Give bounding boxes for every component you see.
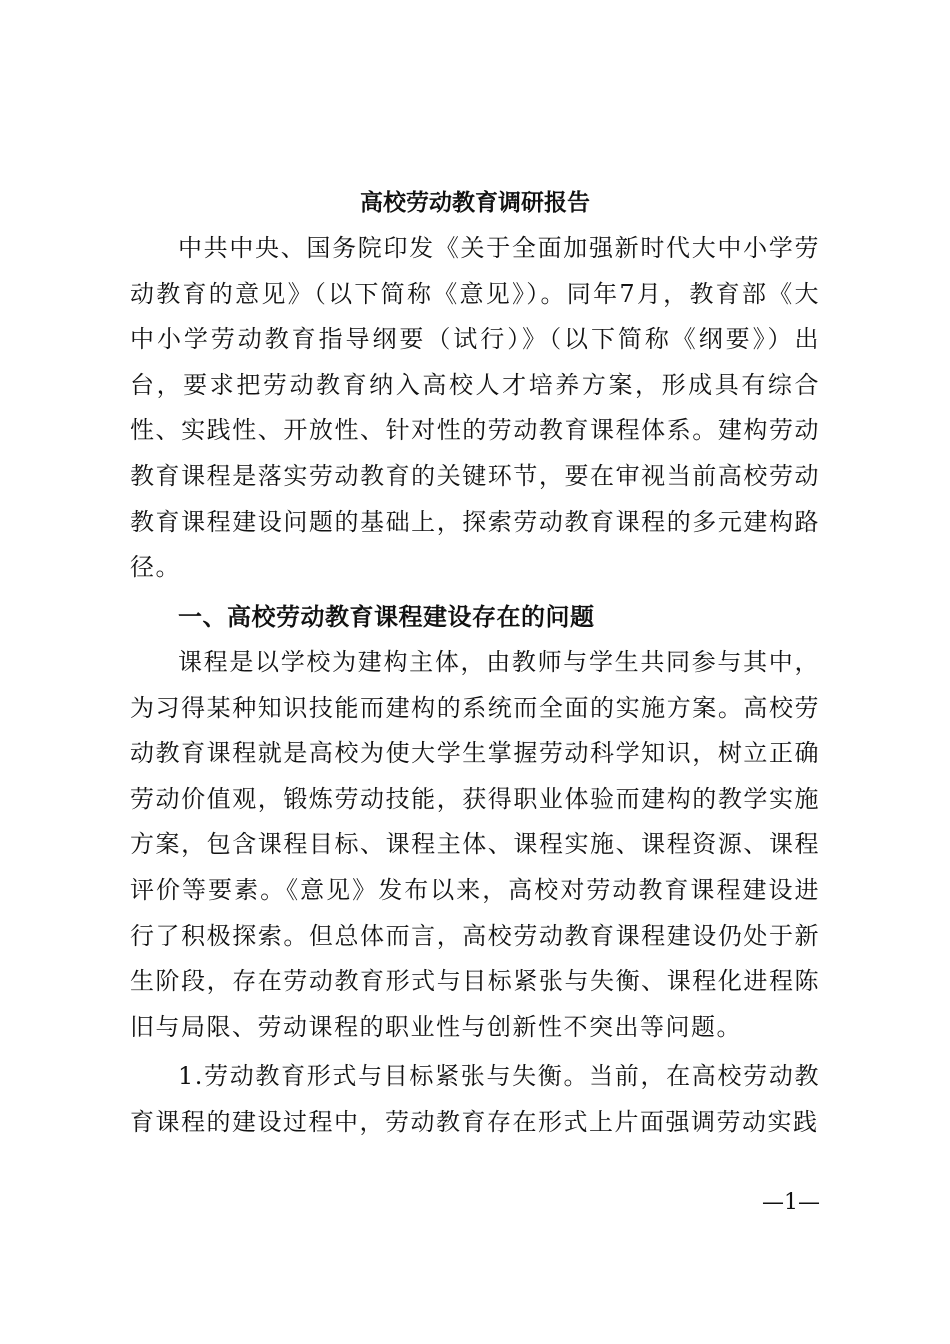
paragraph-intro: 中共中央、国务院印发《关于全面加强新时代大中小学劳动教育的意见》（以下简称《意见》）。同年7月，教育部《大中小学劳动教育指导纲要（试行）》（以下简称《纲要》）出台，要求把劳动教育纳入高校人才培养方案，形成具有综合性、实践性、开放性、针对性的劳动教育课程体系。建构劳动教育课程是落实劳动教育的关键环节，要在审视当前高校劳动教育课程建设问题的基础上，探索劳动教育课程的多元建构路径。 <box>130 234 820 582</box>
document-title: 高校劳动教育调研报告 <box>360 189 590 216</box>
page-number: —1— <box>762 1190 820 1215</box>
paragraph-point-1: 1.劳动教育形式与目标紧张与失衡。当前，在高校劳动教育课程的建设过程中，劳动教育存在形式上片面强调劳动实践 <box>130 1062 820 1136</box>
paragraph-course-definition: 课程是以学校为建构主体，由教师与学生共同参与其中，为习得某种知识技能而建构的系统而全面的实施方案。高校劳动教育课程就是高校为使大学生掌握劳动科学知识，树立正确劳动价值观，锻炼劳动技能，获得职业体验而建构的教学实施方案，包含课程目标、课程主体、课程实施、课程资源、课程评价等要素。《意见》发布以来，高校对劳动教育课程建设进行了积极探索。但总体而言，高校劳动教育课程建设仍处于新生阶段，存在劳动教育形式与目标紧张与失衡、课程化进程陈旧与局限、劳动课程的职业性与创新性不突出等问题。 <box>130 648 820 1041</box>
section-heading-1: 一、高校劳动教育课程建设存在的问题 <box>178 603 595 631</box>
